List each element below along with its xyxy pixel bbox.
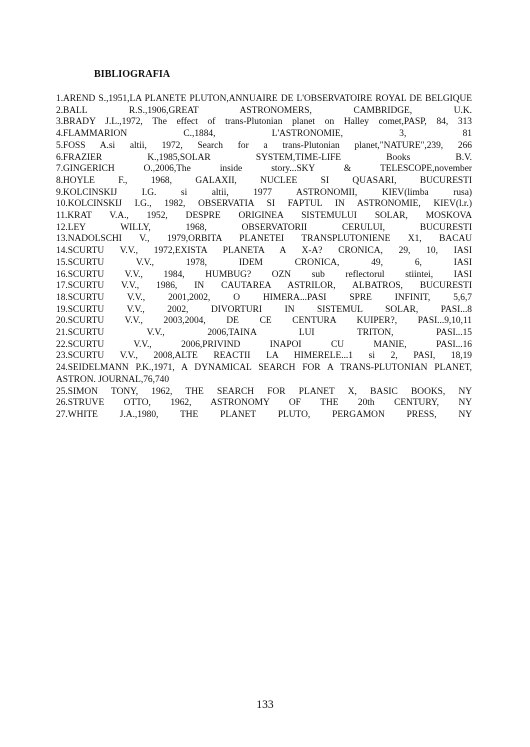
bibliography-entry: 6.FRAZIER K.,1985,SOLAR SYSTEM,TIME-LIFE Books B.V. xyxy=(56,152,472,163)
bibliography-entry: 11.KRAT V.A., 1952, DESPRE ORIGINEA SISTEMULUI SOLAR, MOSKOVA xyxy=(56,211,472,222)
bibliography-entry: 4.FLAMMARION C.,1884, L'ASTRONOMIE, 3, 81 xyxy=(56,129,472,140)
bibliography-entry: 18.SCURTU V.V., 2001,2002, O HIMERA...PASI SPRE INFINIT, 5,6,7 xyxy=(56,292,472,303)
bibliography-entry: 25.SIMON TONY, 1962, THE SEARCH FOR PLANET X, BASIC BOOKS, NY xyxy=(56,386,472,397)
bibliography-entry: 22.SCURTU V.V., 2006,PRIVIND INAPOI CU MANIE, PASI...16 xyxy=(56,339,472,350)
bibliography-entry: 13.NADOLSCHI V., 1979,ORBITA PLANETEI TRANSPLUTONIENE X1, BACAU xyxy=(56,234,472,245)
bibliography-entry: 21.SCURTU V.V., 2006,TAINA LUI TRITON, PASI...15 xyxy=(56,328,472,339)
bibliography-entry: 23.SCURTU V.V., 2008,ALTE REACTII LA HIMERELE...1 si 2, PASI, 18,19 xyxy=(56,351,472,362)
bibliography-entry: 27.WHITE J.A.,1980, THE PLANET PLUTO, PERGAMON PRESS, NY xyxy=(56,409,472,420)
bibliography-entry: 16.SCURTU V.V., 1984, HUMBUG? OZN sub reflectorul stiintei, IASI xyxy=(56,269,472,280)
bibliography-entry: 15.SCURTU V.V., 1978, IDEM CRONICA, 49, 6, IASI xyxy=(56,257,472,268)
bibliography-heading: BIBLIOGRAFIA xyxy=(94,69,171,80)
bibliography-entry: 5.FOSS A.si altii, 1972, Search for a trans-Plutonian planet,"NATURE",239, 266 xyxy=(56,140,472,151)
page-number: 133 xyxy=(256,699,274,711)
bibliography-list xyxy=(56,94,472,422)
bibliography-entry: 9.KOLCINSKIJ I.G. si altii, 1977 ASTRONOMII, KIEV(limba rusa) xyxy=(56,187,472,198)
bibliography-entry: 8.HOYLE F., 1968, GALAXII, NUCLEE SI QUASARI, BUCURESTI xyxy=(56,175,472,186)
bibliography-entry: 17.SCURTU V.V., 1986, IN CAUTAREA ASTRILOR, ALBATROS, BUCURESTI xyxy=(56,281,472,292)
bibliography-entry: 7.GINGERICH O.,2006,The inside story...SKY & TELESCOPE,november xyxy=(56,164,472,175)
bibliography-entry: 3.BRADY J.L.,1972, The effect of trans-Plutonian planet on Halley comet,PASP, 84, 313 xyxy=(56,117,472,128)
bibliography-entry: 19.SCURTU V.V., 2002, DIVORTURI IN SISTEMUL SOLAR, PASI...8 xyxy=(56,304,472,315)
bibliography-entry: 12.LEY WILLY, 1968, OBSERVATORII CERULUI, BUCURESTI xyxy=(56,222,472,233)
bibliography-entry: 14.SCURTU V.V., 1972,EXISTA PLANETA A X-A? CRONICA, 29, 10, IASI xyxy=(56,246,472,257)
bibliography-entry: 1.AREND S.,1951,LA PLANETE PLUTON,ANNUAIRE DE L'OBSERVATOIRE ROYAL DE BELGIQUE xyxy=(56,94,472,104)
bibliography-entry: 26.STRUVE OTTO, 1962, ASTRONOMY OF THE 20th CENTURY, NY xyxy=(56,398,472,409)
bibliography-entry: 20.SCURTU V.V., 2003,2004, DE CE CENTURA KUIPER?, PASI...9,10,11 xyxy=(56,316,472,327)
bibliography-entry: 24.SEIDELMANN P.K.,1971, A DYNAMICAL SEARCH FOR A TRANS-PLUTONIAN PLANET, ASTRON. JOURNAL,76,740 xyxy=(56,363,472,385)
bibliography-entry: 10.KOLCINSKIJ I.G., 1982, OBSERVATIA SI FAPTUL IN ASTRONOMIE, KIEV(l.r.) xyxy=(56,199,472,210)
bibliography-entry: 2.BALL R.S.,1906,GREAT ASTRONOMERS, CAMBRIDGE, U.K. xyxy=(56,105,472,116)
